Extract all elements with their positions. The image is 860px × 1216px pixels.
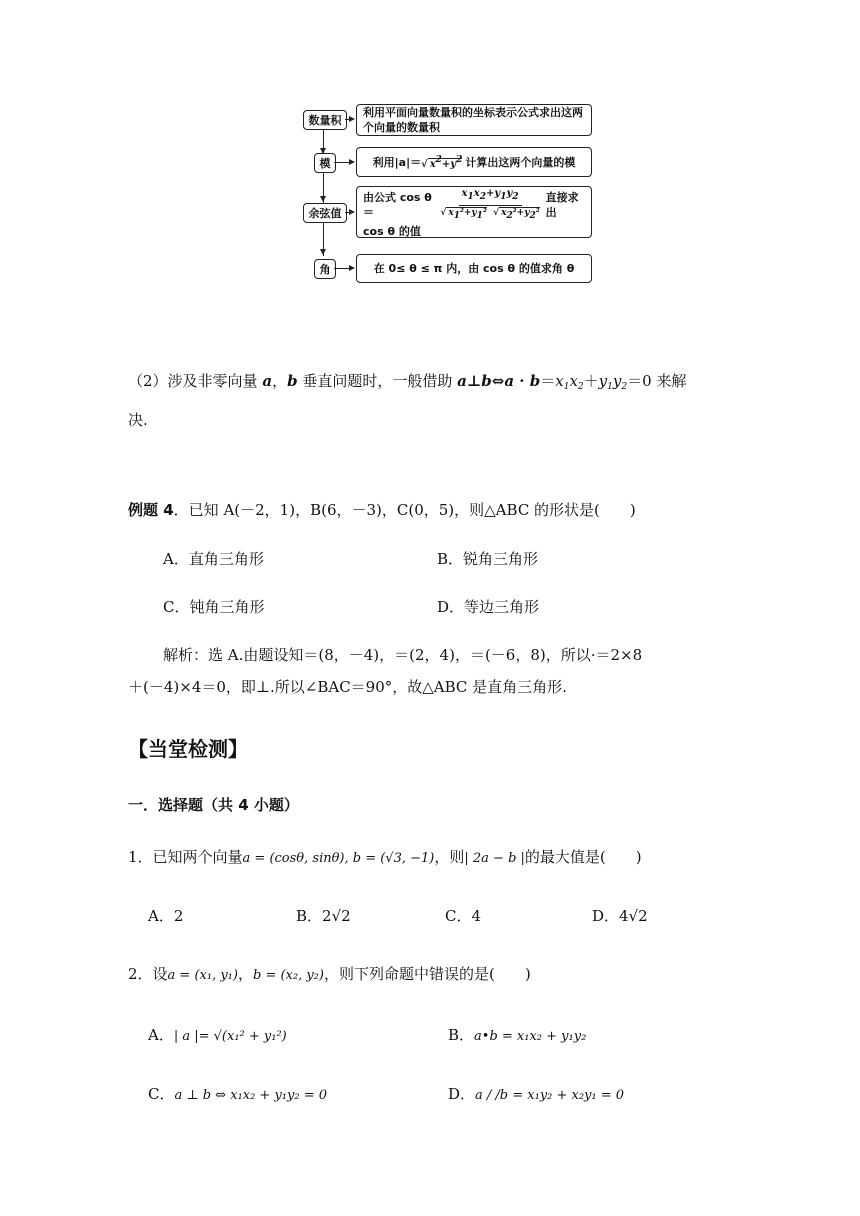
cosine-formula: $\frac{x1x2+y1y2}{\text{√ x1²+y1² √ x2²+y2²}}$ bbox=[440, 187, 540, 221]
section-subtitle: 一．选择题（共 4 小题） bbox=[128, 796, 299, 814]
example-4-option-d: D．等边三角形 bbox=[437, 598, 540, 616]
arrow-right-icon bbox=[349, 116, 355, 122]
diagram-desc-dot-product: 利用平面向量数量积的坐标表示公式求出这两个向量的数量积 bbox=[356, 104, 592, 136]
example-4-question: 例题 4．已知 A(－2，1)，B(6，－3)，C(0，5)，则△ABC 的形状是( ) bbox=[128, 501, 636, 519]
example-4-analysis-line1: 解析：选 A.由题设知＝(8，－4)，＝(2，4)，＝(－6，8)，所以·＝2×8 bbox=[163, 646, 643, 664]
example-4-option-b: B．锐角三角形 bbox=[437, 550, 539, 568]
question-2: 2．设a = (x₁, y₁)，b = (x₂, y₂)，则下列命题中错误的是( ) bbox=[128, 965, 531, 983]
section-title: 【当堂检测】 bbox=[128, 737, 248, 761]
diagram-desc-angle: 在 0≤ θ ≤ π 内，由 cos θ 的值求角 θ bbox=[356, 254, 592, 283]
diagram-label-angle: 角 bbox=[314, 259, 336, 279]
arrow-down-icon bbox=[320, 249, 326, 255]
q2-option-a: A．| a |= √(x₁² + y₁²) bbox=[148, 1026, 287, 1044]
arrow-right-icon bbox=[349, 209, 355, 215]
diagram-desc-modulus: 利用| a |＝ √ x2+y2 计算出这两个向量的模 bbox=[356, 147, 592, 177]
diagram-label-modulus: 模 bbox=[314, 153, 336, 173]
diagram-label-dot-product: 数量积 bbox=[303, 110, 347, 130]
q1-option-c: C．4 bbox=[445, 907, 482, 925]
q2-option-c: C．a ⊥ b ⇔ x₁x₂ + y₁y₂ = 0 bbox=[148, 1085, 327, 1103]
paragraph-2-line1: （2）涉及非零向量 a，b 垂直问题时，一般借助 a⊥b⇔a · $b=x_1x_2+y_1y_2=0$ 来解 bbox=[128, 372, 687, 392]
q1-option-b: B．2√2 bbox=[296, 907, 351, 925]
diagram-label-cosine: 余弦值 bbox=[303, 203, 347, 223]
modulus-formula: √ x2+y2 bbox=[421, 154, 463, 170]
arrow-right-icon bbox=[349, 159, 355, 165]
q2-option-d: D．a / /b = x₁y₂ + x₂y₁ = 0 bbox=[448, 1085, 625, 1103]
q1-option-a: A．2 bbox=[148, 907, 184, 925]
arrow-right-icon bbox=[349, 265, 355, 271]
example-4-option-c: C．钝角三角形 bbox=[163, 598, 265, 616]
diagram-desc-cosine: 由公式 cos θ＝ $\frac{x1x2+y1y2}{\text{√ x1²+y1² √ x2²+y2²}}$ 直接求出 cos θ 的值 bbox=[356, 186, 592, 238]
example-4-analysis-line2: ＋(－4)×4＝0，即⊥.所以∠BAC＝90°，故△ABC 是直角三角形. bbox=[128, 678, 567, 696]
example-4-option-a: A．直角三角形 bbox=[163, 550, 264, 568]
arrow-down-icon bbox=[320, 196, 326, 202]
question-1: 1．已知两个向量a = (cosθ, sinθ), b = (√3, −1)，则| 2a − b |的最大值是( ) bbox=[128, 848, 642, 866]
q1-option-d: D．4√2 bbox=[592, 907, 648, 925]
paragraph-2-line2: 决. bbox=[128, 411, 148, 429]
q2-option-b: B．a•b = x₁x₂ + y₁y₂ bbox=[448, 1026, 587, 1044]
